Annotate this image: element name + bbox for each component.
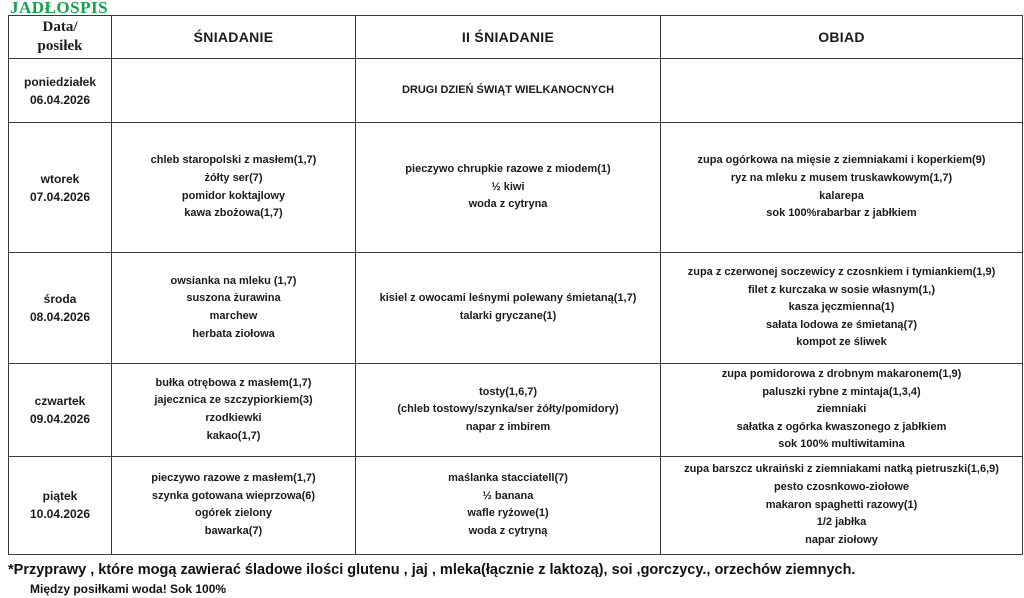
menu-item-line: ziemniaki	[816, 403, 867, 416]
breakfast-cell	[112, 123, 356, 253]
menu-item-line: pieczywo razowe z masłem(1,7)	[151, 472, 316, 485]
date-cell	[9, 123, 112, 253]
menu-item-line: ogórek zielony	[194, 507, 273, 520]
menu-item-line: DRUGI DZIEŃ ŚWIĄT WIELKANOCNYCH	[401, 83, 615, 96]
dinner-cell	[661, 59, 1023, 123]
column-header-date-line2: posiłek	[37, 38, 83, 54]
menu-item-line: paluszki rybne z mintaja(1,3,4)	[762, 385, 921, 398]
dinner-cell	[661, 123, 1023, 253]
dinner-cell	[661, 456, 1023, 554]
second-breakfast-cell	[356, 456, 661, 554]
menu-item-line: filet z kurczaka w sosie własnym(1,)	[747, 283, 936, 296]
column-header-dinner: OBIAD	[661, 16, 1023, 59]
date-label: 07.04.2026	[29, 189, 91, 204]
menu-item-line: kakao(1,7)	[206, 429, 261, 442]
menu-item-line: talarki gryczane(1)	[459, 310, 557, 322]
water-note: Między posiłkami woda! Sok 100%	[30, 581, 227, 596]
column-header-breakfast: ŚNIADANIE	[112, 16, 356, 59]
menu-item-line: sałatka z ogórka kwaszonego z jabłkiem	[736, 420, 947, 433]
menu-item-line: sok 100% multiwitamina	[778, 438, 905, 451]
menu-item-line: herbata ziołowa	[192, 327, 275, 340]
dinner-cell	[661, 253, 1023, 364]
menu-item-line: makaron spaghetti razowy(1)	[765, 498, 918, 511]
menu-item-line: bawarka(7)	[204, 525, 263, 538]
menu-item-line: zupa barszcz ukraiński z ziemniakami natką pietruszki(1,6,9)	[684, 463, 999, 476]
date-label: 08.04.2026	[29, 310, 91, 324]
menu-item-line: sałata lodowa ze śmietaną(7)	[766, 318, 917, 331]
date-cell	[9, 59, 112, 123]
menu-item-line: zupa z czerwonej soczewicy z czosnkiem i tymiankiem(1,9)	[687, 266, 996, 279]
menu-item-line: ½ banana	[482, 489, 534, 502]
menu-item-line: maślanka stacciatell(7)	[448, 472, 568, 485]
day-label: piątek	[42, 489, 78, 504]
date-cell	[9, 364, 112, 457]
menu-item-line: żółty ser(7)	[204, 171, 263, 184]
menu-item-line: pieczywo chrupkie razowe z miodem(1)	[405, 163, 611, 176]
menu-item-line: jajecznica ze szczypiorkiem(3)	[154, 394, 313, 407]
day-label: poniedziałek	[23, 74, 97, 89]
menu-table	[8, 15, 1023, 555]
menu-item-line: tosty(1,6,7)	[478, 385, 538, 398]
menu-item-line: kasza jęczmienna(1)	[788, 301, 895, 314]
table-row	[9, 253, 1023, 364]
date-label: 10.04.2026	[29, 507, 91, 522]
menu-item-line: kawa zbożowa(1,7)	[184, 207, 283, 220]
second-breakfast-cell	[356, 364, 661, 457]
column-header-date-line1: Data/	[42, 19, 78, 36]
menu-item-line: owsianka na mleku (1,7)	[170, 274, 297, 287]
header-row	[9, 16, 1023, 59]
menu-item-line: (chleb tostowy/szynka/ser żółty/pomidory)	[397, 403, 619, 416]
second-breakfast-cell	[356, 253, 661, 364]
menu-item-line: pomidor koktajlowy	[181, 189, 286, 202]
dinner-cell	[661, 364, 1023, 457]
menu-item-line: bułka otrębowa z masłem(1,7)	[155, 376, 312, 389]
menu-item-line: chleb staropolski z masłem(1,7)	[150, 154, 317, 167]
menu-item-line: pesto czosnkowo-ziołowe	[773, 481, 910, 494]
menu-item-line: zupa ogórkowa na mięsie z ziemniakami i koperkiem(9)	[697, 154, 986, 167]
column-header-date	[9, 16, 112, 59]
breakfast-cell	[112, 253, 356, 364]
date-cell	[9, 456, 112, 554]
breakfast-cell	[112, 364, 356, 457]
menu-item-line: suszona żurawina	[186, 292, 281, 305]
menu-item-line: woda z cytryna	[468, 198, 548, 211]
table-row	[9, 123, 1023, 253]
menu-item-line: wafle ryżowe(1)	[467, 507, 549, 520]
day-label: środa	[43, 292, 77, 306]
second-breakfast-cell	[356, 123, 661, 253]
menu-item-line: marchew	[209, 310, 258, 322]
table-row	[9, 59, 1023, 123]
menu-item-line: kisiel z owocami leśnymi polewany śmietaną(1,7)	[379, 292, 637, 305]
breakfast-cell	[112, 59, 356, 123]
menu-item-line: ryz na mleku z musem truskawkowym(1,7)	[730, 171, 953, 184]
menu-item-line: ½ kiwi	[491, 180, 525, 193]
date-cell	[9, 253, 112, 364]
date-label: 06.04.2026	[29, 92, 91, 107]
menu-item-line: zupa pomidorowa z drobnym makaronem(1,9)	[721, 368, 962, 380]
menu-item-line: woda z cytryną	[468, 525, 548, 538]
allergen-note: *Przyprawy , które mogą zawierać śladowe ilości glutenu , jaj , mleka(łącznie z laktozą), soi ,gorczycy., orzechów ziemnych.	[8, 561, 856, 578]
menu-item-line: kalarepa	[819, 189, 864, 202]
table-row	[9, 364, 1023, 457]
day-label: czwartek	[34, 393, 86, 408]
menu-item-line: rzodkiewki	[205, 411, 262, 424]
menu-item-line: 1/2 jabłka	[816, 516, 867, 529]
menu-item-line: szynka gotowana wieprzowa(6)	[151, 489, 316, 502]
menu-item-line: kompot ze śliwek	[796, 336, 887, 349]
table-row	[9, 456, 1023, 554]
page-title: JADŁOSPIS	[10, 0, 109, 17]
day-label: wtorek	[40, 171, 80, 186]
column-header-second-breakfast: II ŚNIADANIE	[356, 16, 661, 59]
menu-item-line: napar z imbirem	[465, 420, 551, 433]
date-label: 09.04.2026	[29, 411, 91, 426]
breakfast-cell	[112, 456, 356, 554]
second-breakfast-cell	[356, 59, 661, 123]
menu-item-line: sok 100%rabarbar z jabłkiem	[766, 207, 917, 220]
menu-item-line: napar ziołowy	[805, 533, 878, 546]
